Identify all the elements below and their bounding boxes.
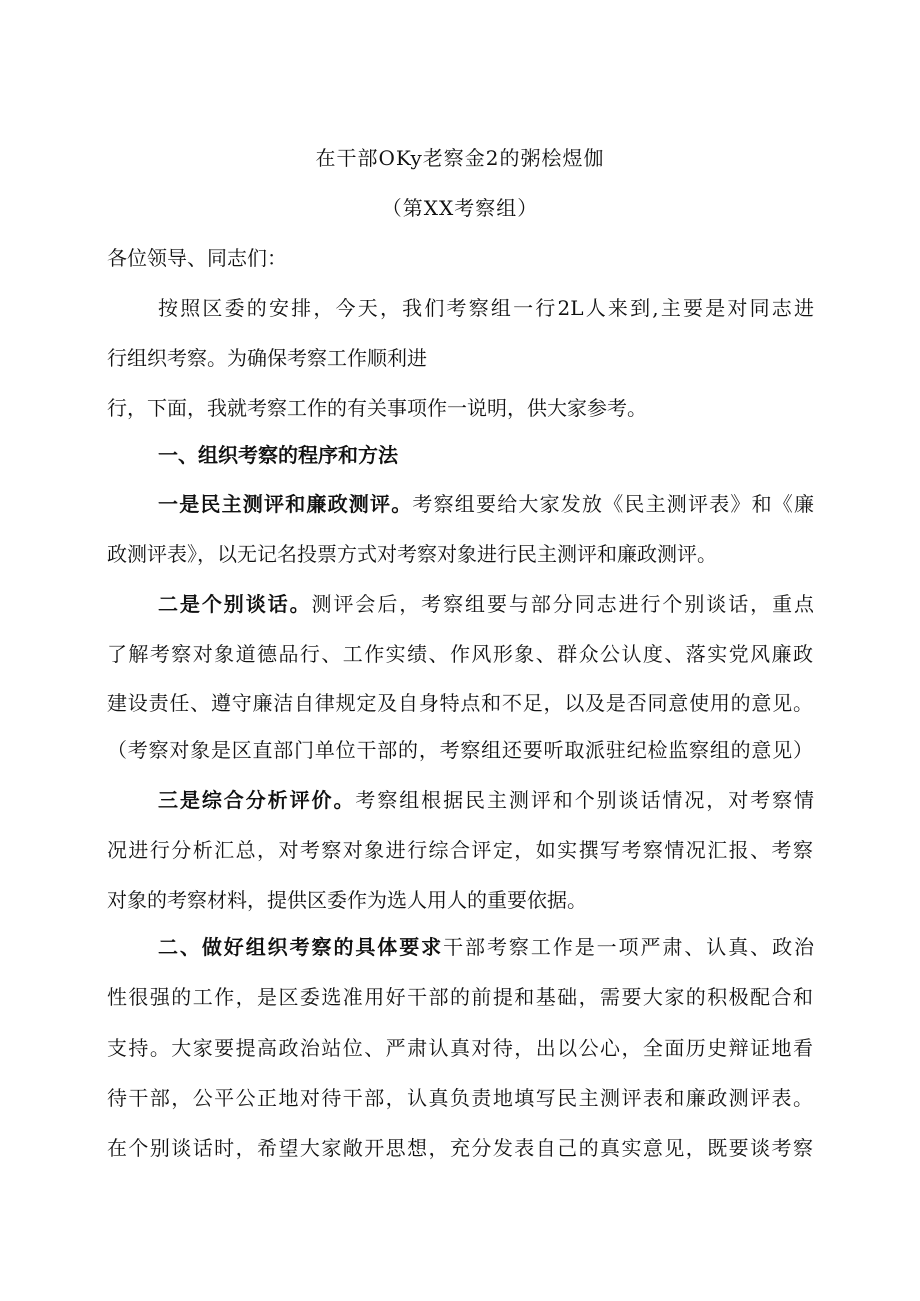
section1-item2-line2: 了解考察对象道德品行、工作实绩、作风形象、群众公认度、落实党风廉政: [107, 642, 813, 666]
intro-line-2: 行组织考察。为确保考察工作顺利进: [107, 346, 427, 370]
section1-item2-line1: [158, 589, 814, 619]
page-subtitle: （第XX考察组）: [381, 196, 539, 220]
section1-item2-line3: 建设责任、遵守廉洁自律规定及自身特点和不足，以及是否同意使用的意见。: [107, 691, 813, 715]
section2-line2: 性很强的工作，是区委选准用好干部的前提和基础，需要大家的积极配合和: [107, 985, 813, 1009]
item2-lead: 二是个别谈话。: [158, 592, 312, 616]
section1-item1-line2: 政测评表》，以无记名投票方式对考察对象进行民主测评和廉政测评。: [107, 542, 717, 566]
section2-line1: [158, 932, 814, 962]
item3-lead: 三是综合分析评价。: [158, 788, 356, 812]
section2-text: 干部考察工作是一项严肃、认真、政治: [443, 935, 815, 959]
intro-line-1: 按照区委的安排，今天，我们考察组一行2L人来到,主要是对同志进: [158, 296, 814, 320]
section2-heading: 二、做好组织考察的具体要求: [158, 935, 444, 959]
salutation: 各位领导、同志们：: [107, 246, 287, 270]
section1-item2-line4: （考察对象是区直部门单位干部的，考察组还要听取派驻纪检监察组的意见）: [107, 738, 813, 762]
section1-item3-line2: 况进行分析汇总，对考察对象进行综合评定，如实撰写考察情况汇报、考察: [107, 838, 813, 862]
item1-lead: 一是民主测评和廉政测评。: [158, 492, 413, 516]
section1-item1-line1: [158, 489, 814, 519]
section1-item3-line1: [158, 785, 814, 815]
item2-text: 测评会后，考察组要与部分同志进行个别谈话，重点: [311, 592, 815, 616]
section1-item3-line3: 对象的考察材料，提供区委作为选人用人的重要依据。: [107, 888, 587, 912]
item1-text: 考察组要给大家发放《民主测评表》和《廉: [412, 492, 815, 516]
intro-line-3: 行，下面，我就考察工作的有关事项作一说明，供大家参考。: [107, 396, 647, 420]
section2-line5: 在个别谈话时，希望大家敞开思想，充分发表自己的真实意见，既要谈考察: [107, 1136, 813, 1160]
item3-text: 考察组根据民主测评和个别谈话情况，对考察情: [355, 788, 815, 812]
section1-heading: 一、组织考察的程序和方法: [158, 443, 398, 467]
page-title: 在干部OKy老察金2的粥桧煜伽: [315, 146, 605, 170]
section2-line4: 待干部，公平公正地对待干部，认真负责地填写民主测评表和廉政测评表。: [107, 1086, 813, 1110]
section2-line3: 支持。大家要提高政治站位、严肃认真对待，出以公心，全面历史辩证地看: [107, 1036, 813, 1060]
